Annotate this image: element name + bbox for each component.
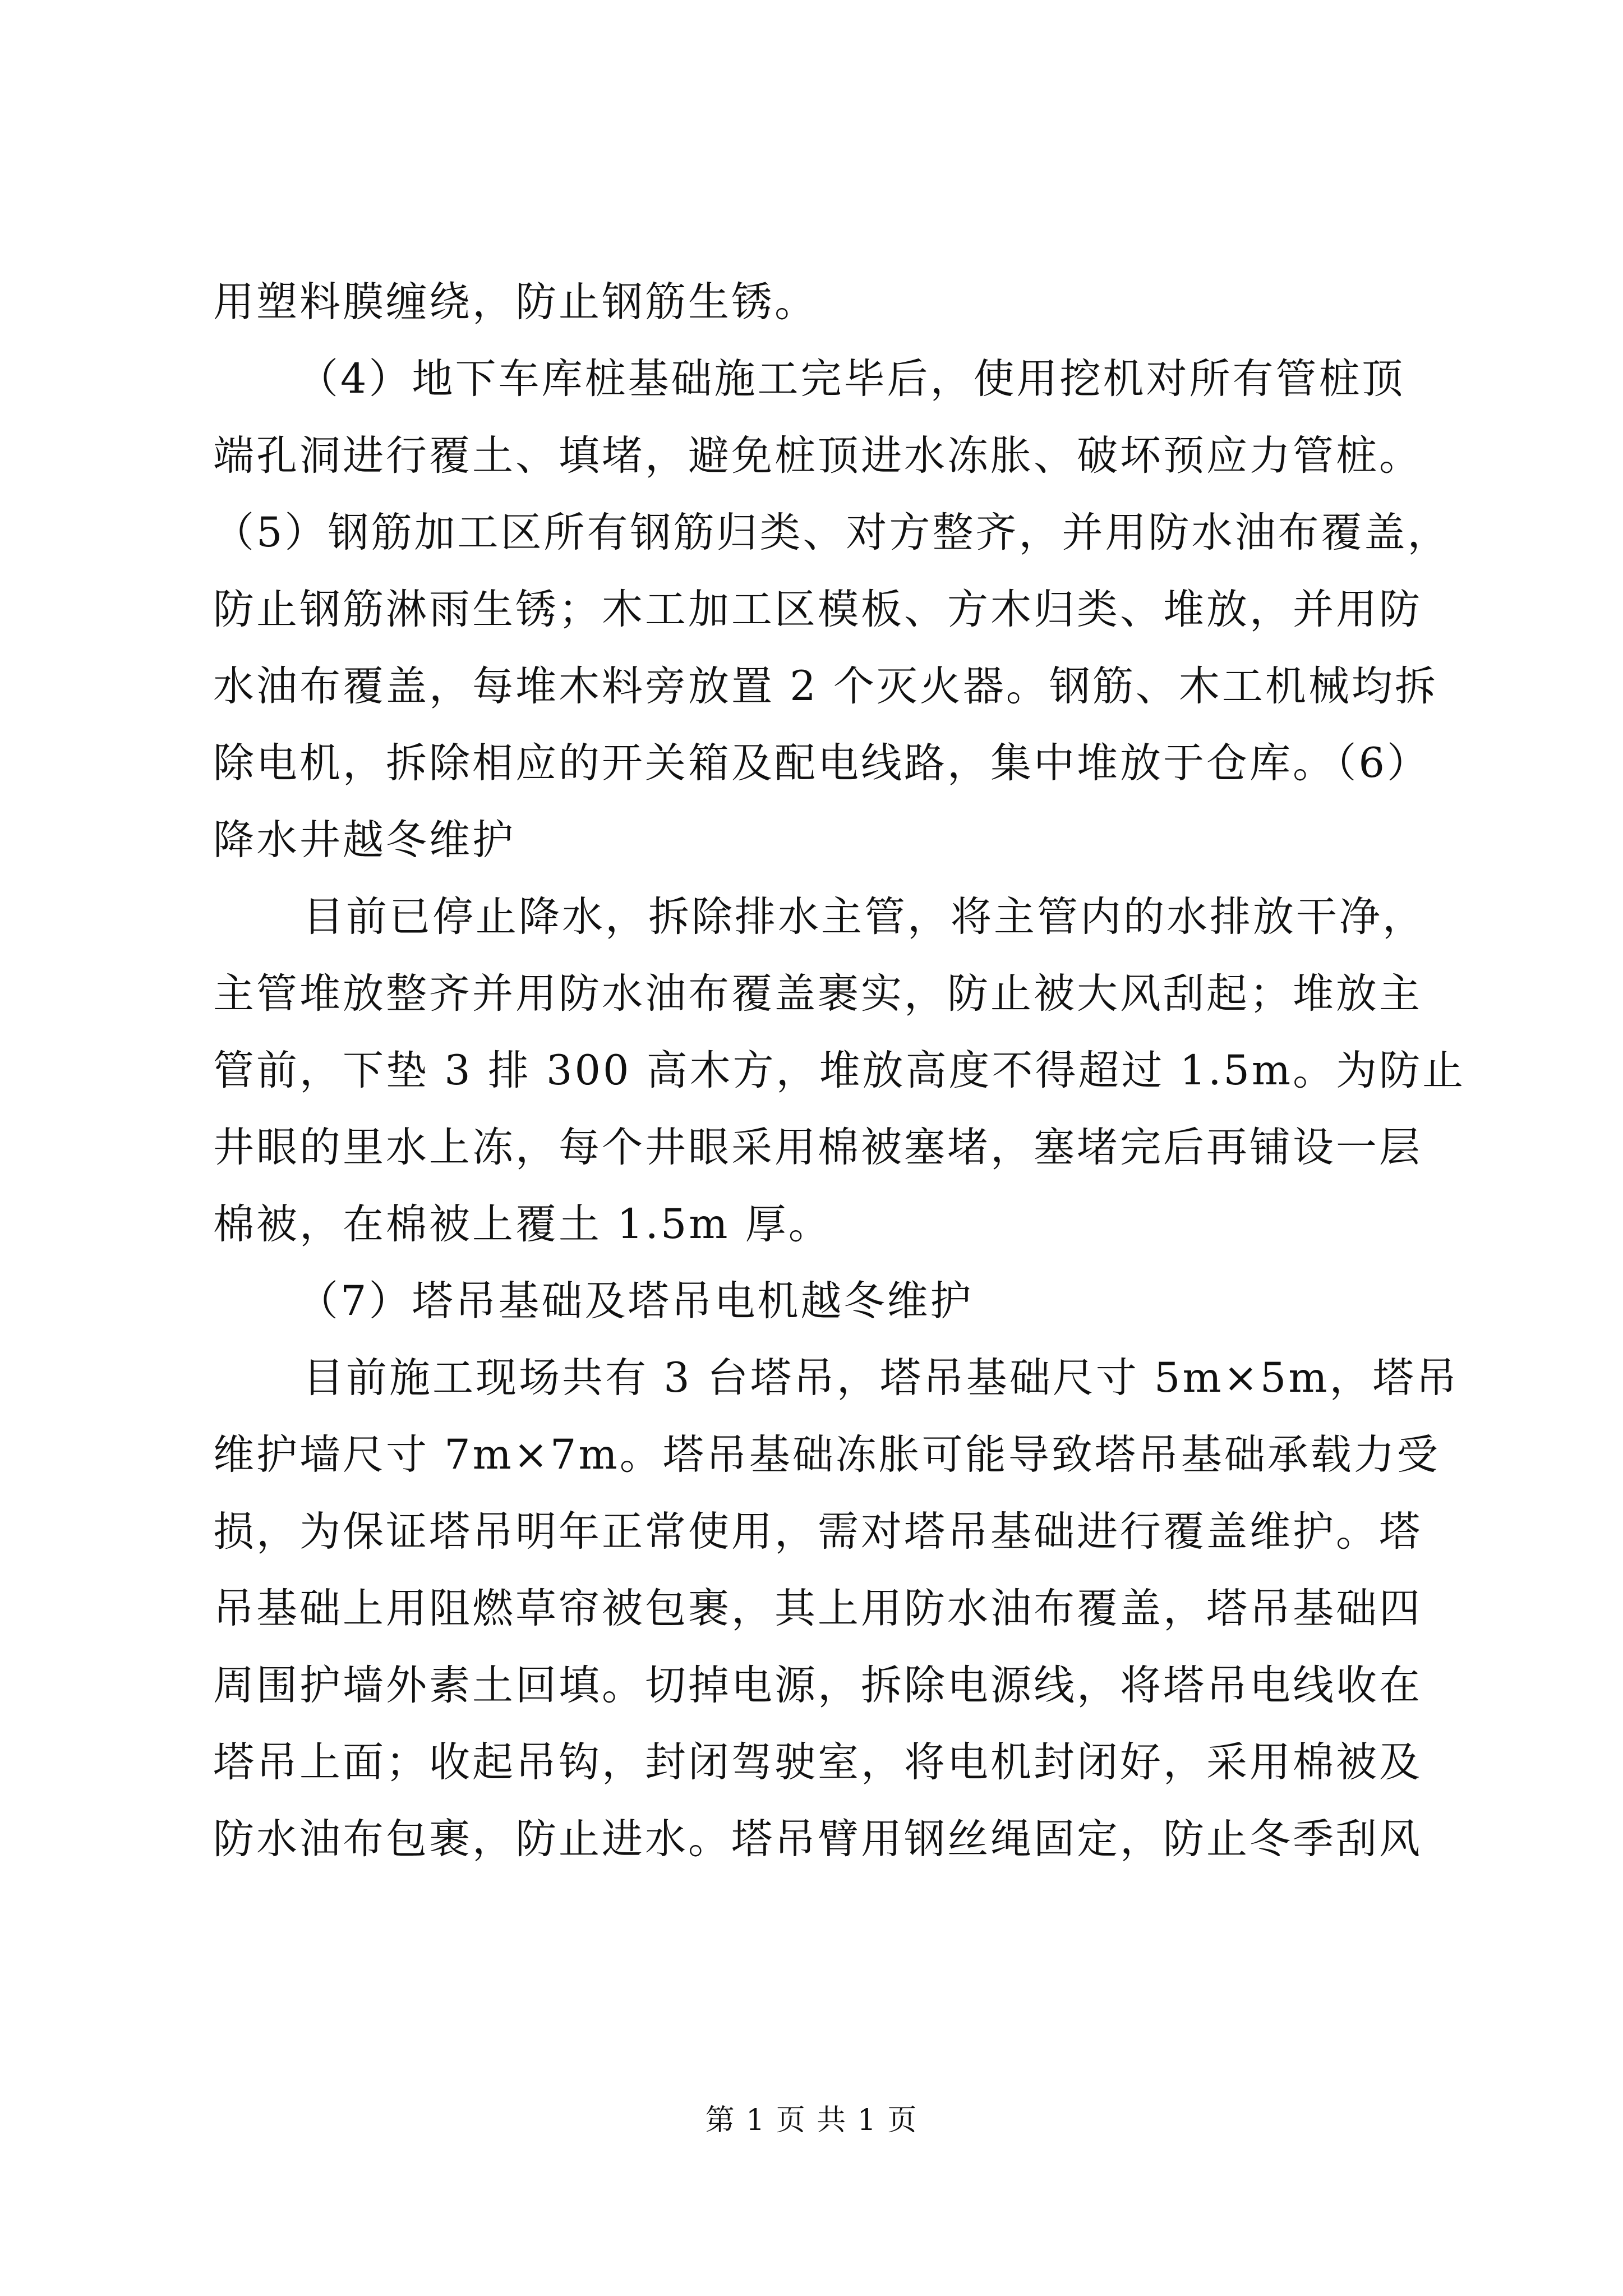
text-line: 用塑料膜缠绕，防止钢筋生锈。 (213, 278, 818, 326)
text-line: 维护墙尺寸 7m×7m。塔吊基础冻胀可能导致塔吊基础承载力受 (213, 1431, 1440, 1479)
text-line: 主管堆放整齐并用防水油布覆盖裹实，防止被大风刮起；堆放主 (213, 970, 1422, 1018)
text-line: （5）钢筋加工区所有钢筋归类、对方整齐，并用防水油布覆盖， (213, 509, 1451, 556)
text-line: 棉被，在棉被上覆土 1.5m 厚。 (213, 1200, 832, 1248)
text-line: 周围护墙外素土回填。切掉电源，拆除电源线，将塔吊电线收在 (213, 1662, 1422, 1709)
text-line: （4）地下车库桩基础施工完毕后，使用挖机对所有管桩顶 (297, 355, 1405, 403)
document-body (213, 264, 1466, 1878)
page-footer (0, 2098, 1623, 2143)
text-line: 降水井越冬维护 (213, 816, 515, 864)
text-line: 吊基础上用阻燃草帘被包裹，其上用防水油布覆盖，塔吊基础四 (213, 1585, 1422, 1632)
text-line: 目前施工现场共有 3 台塔吊，塔吊基础尺寸 5m×5m，塔吊 (303, 1354, 1459, 1402)
text-line: 损，为保证塔吊明年正常使用，需对塔吊基础进行覆盖维护。塔 (213, 1508, 1422, 1556)
text-line: 除电机，拆除相应的开关箱及配电线路，集中堆放于仓库。（6） (213, 739, 1430, 787)
text-line: 管前，下垫 3 排 300 高木方，堆放高度不得超过 1.5m。为防止 (213, 1047, 1466, 1094)
text-line: 防水油布包裹，防止进水。塔吊臂用钢丝绳固定，防止冬季刮风 (213, 1815, 1422, 1863)
text-line: 防止钢筋淋雨生锈；木工加工区模板、方木归类、堆放，并用防 (213, 586, 1422, 633)
text-line: （7）塔吊基础及塔吊电机越冬维护 (297, 1277, 974, 1325)
text-line: 水油布覆盖，每堆木料旁放置 2 个灭火器。钢筋、木工机械均拆 (213, 662, 1438, 710)
page-number: 第 1 页 共 1 页 (705, 2104, 918, 2137)
text-line: 井眼的里水上冻，每个井眼采用棉被塞堵，塞堵完后再铺设一层 (213, 1124, 1422, 1171)
text-line: 塔吊上面；收起吊钩，封闭驾驶室，将电机封闭好，采用棉被及 (213, 1738, 1422, 1786)
text-line: 目前已停止降水，拆除排水主管，将主管内的水排放干净， (303, 893, 1426, 941)
text-line: 端孔洞进行覆土、填堵，避免桩顶进水冻胀、破坏预应力管桩。 (213, 432, 1422, 480)
